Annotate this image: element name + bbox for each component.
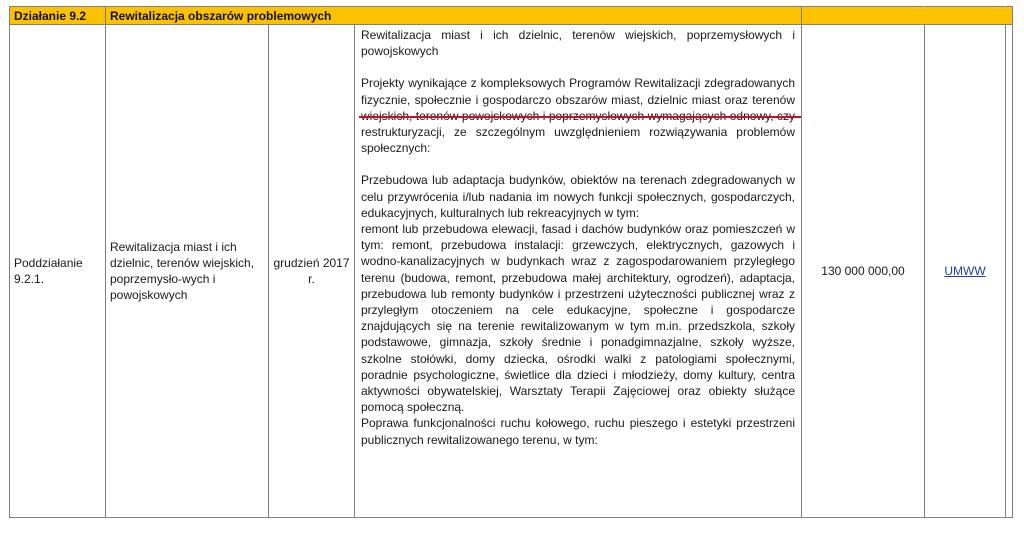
highlighted-text: Projekty wynikające z kompleksowych Programów Rewitalizacji <box>361 76 701 91</box>
header-blank-cell <box>925 7 1006 25</box>
action-title: Rewitalizacja obszarów problemowych <box>106 7 802 25</box>
subaction-cell <box>10 25 106 518</box>
description-paragraph: Przebudowa lub adaptacja budynków, obiektów na terenach zdegradowanych w celu przywrócenia i/lub nadania im nowych funkcji społecznych, gospodarczych, edukacyjnych, kulturalnych lub rekreacyjnych w tym: <box>361 173 795 220</box>
description-paragraph: Poprawa funkcjonalności ruchu kołowego, ruchu pieszego i estetyki przestrzeni publicznych rewitalizowanego terenu, w tym: <box>361 416 795 447</box>
header-blank-cell <box>1006 7 1013 25</box>
subaction-label: Poddziałanie 9.2.1. <box>14 256 83 286</box>
subaction-name: Rewitalizacja miast i ich dzielnic, terenów wiejskich, poprzemysło-wych i powojskowych <box>110 240 255 302</box>
section-header-row <box>10 7 1013 25</box>
highlight-continuation: zdegradowanych fizycznie, społecznie i gospodarczo obszarów miast, dzielnic miast oraz terenów restrukturyzacji, ze szczególnym uwzględnieniem rozwiązywania problemów społecznych: <box>361 76 795 156</box>
action-code: Działanie 9.2 <box>10 7 106 25</box>
description-cell <box>355 25 802 518</box>
edge-cell <box>1006 25 1013 518</box>
funding-table <box>9 6 1012 518</box>
description-intro: Rewitalizacja miast i ich dzielnic, terenów wiejskich, poprzemysłowych i powojskowych <box>361 28 795 59</box>
institution-link[interactable]: UMWW <box>944 264 986 278</box>
table-row <box>10 25 1013 518</box>
institution-cell <box>925 25 1006 518</box>
date-cell <box>269 25 355 518</box>
allocation-amount: 130 000 000,00 <box>821 264 905 278</box>
red-underline-annotation <box>359 116 802 118</box>
description-paragraph: remont lub przebudowa elewacji, fasad i dachów budynków oraz pomieszczeń w tym: remont, przebudowa instalacji: grzewczych, elektrycznych, gazowych i wodno-kanalizacyjnych w budynkach wraz z zagospodarowaniem przyległego terenu (budowa, remont, przebudowa małej architektury, ogrodzeń), adaptacja, przebudowa lub remonty budynków i przestrzeni użyteczności publicznej wraz z przyległym otoczeniem na cele edukacyjne, społeczne i gospodarcze znajdujących się na terenie rewitalizowanym w tym m.in. przedszkola, szkoły podstawowe, gimnazja, szkoły średnie i ponadgimnazjalne, szkoły wyższe, szkolne stołówki, domy dziecka, ośrodki walki z patologiami społecznymi, poradnie psychologiczne, świetlice dla dzieci i młodzieży, domy kultury, centra aktywności obywatelskiej, Warsztaty Terapii Zajęciowej oraz obiekty służące pomocą społeczną. <box>361 222 795 415</box>
header-blank-cell <box>802 7 925 25</box>
deadline-date: grudzień 2017 r. <box>273 256 350 286</box>
amount-cell <box>802 25 925 518</box>
subaction-name-cell <box>106 25 269 518</box>
